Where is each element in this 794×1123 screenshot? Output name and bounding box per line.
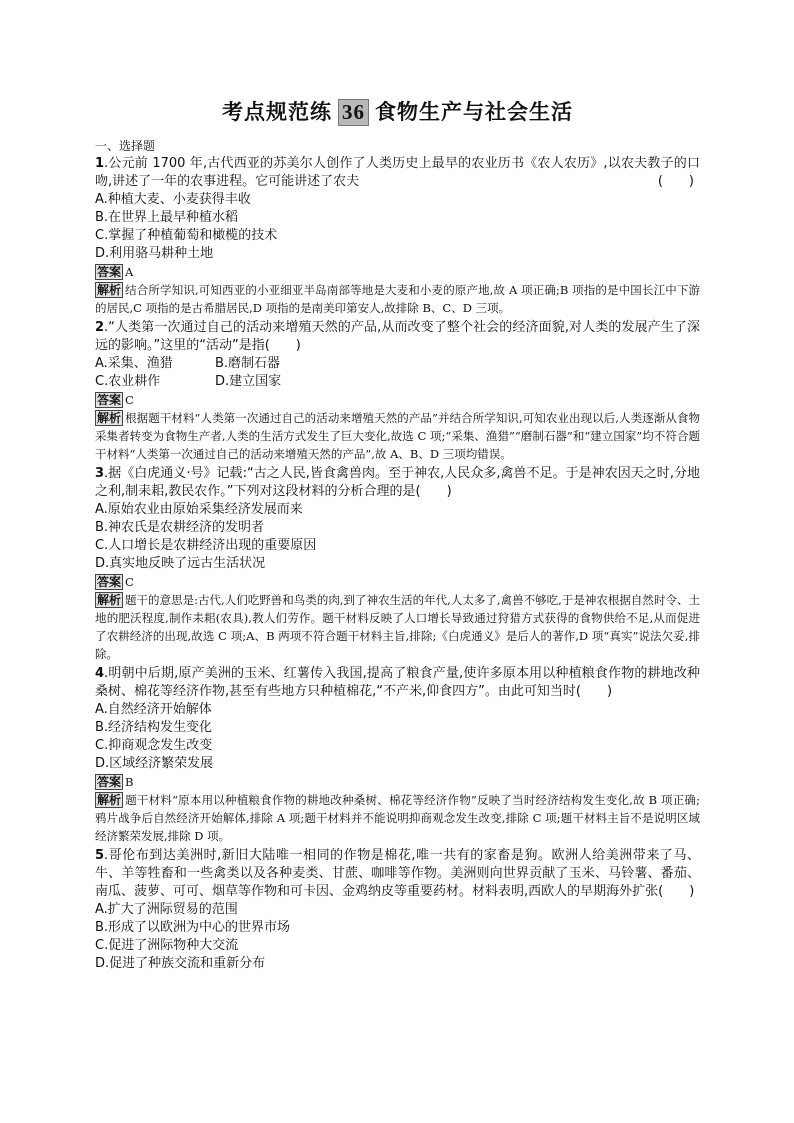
answer-blank: ( )	[657, 174, 694, 189]
page-title	[95, 96, 700, 126]
option-a: A.自然经济开始解体	[95, 702, 212, 717]
option-b: B.经济结构发生变化	[95, 720, 213, 735]
option-d: D.利用骆马耕种土地	[95, 246, 214, 261]
option-d: D.真实地反映了远古生活状况	[95, 556, 266, 571]
section-heading: 一、选择题	[95, 139, 156, 153]
option-c: C.人口增长是农耕经济出现的重要原因	[95, 538, 317, 553]
question-stem: 5.哥伦布到达美洲时,新旧大陆唯一相同的作物是棉花,唯一共有的家畜是狗。欧洲人给美洲带来了马、牛、羊等牲畜和一些禽类以及各种麦类、甘蔗、咖啡等作物。美洲则向世界贡献了玉米、马铃薯、番茄、南瓜、菠萝、可可、烟草等作物和可卡因、金鸡纳皮等重要药材。材料表明,西欧人的早期海外扩张( )	[95, 848, 700, 899]
option-a: A.原始农业由原始采集经济发展而来	[95, 502, 303, 517]
option-c: C.掌握了种植葡萄和橄榄的技术	[95, 228, 278, 243]
option-c: C.农业耕作	[95, 374, 161, 389]
option-b: B.神农氏是农耕经济的发明者	[95, 520, 265, 535]
answer-line: 答案 A	[97, 265, 134, 279]
exercise-number: 36	[338, 99, 369, 126]
worksheet-page	[95, 96, 700, 975]
explanation: 解析 题干的意思是:古代,人们吃野兽和鸟类的肉,到了神农生活的年代,人太多了,禽兽不够吃,于是神农根据自然时令、土地的肥沃程度,制作耒耜(农具),教人们劳作。题干材料反映了人口增长导致通过狩猎方式获得的食物供给不足,从而促进了农耕经济的出现,故选 C 项;A、B 两项不符合题干材料主旨,排除;《白虎通义》是后人的著作,D 项“真实”说法欠妥,排除。	[95, 593, 700, 661]
question-2	[95, 319, 700, 463]
question-1	[95, 155, 700, 317]
question-stem: 3.据《白虎通义·号》记载:“古之人民,皆食禽兽肉。至于神农,人民众多,禽兽不足。于是神农因天之时,分地之利,制耒耜,教民农作。”下列对这段材料的分析合理的是( )	[95, 466, 700, 499]
explanation: 解析 题干材料“原本用以种植粮食作物的耕地改种桑树、棉花等经济作物”反映了当时经济结构发生变化,故 B 项正确;鸦片战争后自然经济开始解体,排除 A 项;题干材料并不能说明抑商观念发生改变,排除 C 项;题干材料主旨不是说明区域经济繁荣发展,排除 D 项。	[95, 793, 700, 843]
title-topic: 食物生产与社会生活	[375, 100, 573, 124]
answer-tag: 答案	[97, 393, 122, 407]
option-a: A.扩大了洲际贸易的范围	[95, 902, 238, 917]
option-b: B.磨制石器	[215, 356, 281, 371]
options-row	[95, 355, 700, 373]
explain-tag: 解析	[97, 593, 122, 607]
option-d: D.促进了种族交流和重新分布	[95, 956, 266, 971]
question-3	[95, 465, 700, 663]
option-c: C.抑商观念发生改变	[95, 738, 213, 753]
option-d: D.建立国家	[215, 374, 282, 389]
explain-tag: 解析	[97, 411, 122, 425]
explain-tag: 解析	[97, 793, 122, 807]
options-row	[95, 373, 700, 391]
option-a: A.采集、渔猎	[95, 356, 173, 371]
option-d: D.区域经济繁荣发展	[95, 756, 214, 771]
answer-tag: 答案	[97, 265, 122, 279]
question-stem: 1.公元前 1700 年,古代西亚的苏美尔人创作了人类历史上最早的农业历书《农人农历》,以农夫教子的口吻,讲述了一年的农事进程。它可能讲述了农夫 ( )	[95, 156, 700, 189]
answer-line: 答案 C	[97, 575, 134, 589]
answer-line: 答案 B	[97, 775, 134, 789]
option-c: C.促进了洲际物种大交流	[95, 938, 239, 953]
explanation: 解析 根据题干材料“人类第一次通过自己的活动来增殖天然的产品”并结合所学知识,可知农业出现以后,人类逐渐从食物采集者转变为食物生产者,人类的生活方式发生了巨大变化,故选 C 项;“采集、渔猎”“磨制石器”和“建立国家”均不符合题干材料“人类第一次通过自己的活动来增殖天然的产品”,故 A、B、D 三项均错误。	[95, 411, 700, 461]
explain-tag: 解析	[97, 283, 122, 297]
option-b: B.形成了以欧洲为中心的世界市场	[95, 920, 291, 935]
option-b: B.在世界上最早种植水稻	[95, 210, 239, 225]
answer-tag: 答案	[97, 575, 122, 589]
option-a: A.种植大麦、小麦获得丰收	[95, 192, 251, 207]
question-stem: 4.明朝中后期,原产美洲的玉米、红薯传入我国,提高了粮食产量,使许多原本用以种植粮食作物的耕地改种桑树、棉花等经济作物,甚至有些地方只种植棉花,“不产米,仰食四方”。由此可知当时( )	[95, 666, 700, 699]
title-prefix: 考点规范练	[222, 100, 332, 124]
answer-line: 答案 C	[97, 393, 134, 407]
question-5	[95, 847, 700, 973]
question-4	[95, 665, 700, 845]
explanation: 解析 结合所学知识,可知西亚的小亚细亚半岛南部等地是大麦和小麦的原产地,故 A 项正确;B 项指的是中国长江中下游的居民,C 项指的是古希腊居民,D 项指的是南美印第安人,故排除 B、C、D 三项。	[95, 283, 700, 315]
question-stem: 2.“人类第一次通过自己的活动来增殖天然的产品,从而改变了整个社会的经济面貌,对人类的发展产生了深远的影响。”这里的“活动”是指( )	[95, 320, 700, 353]
answer-tag: 答案	[97, 775, 122, 789]
